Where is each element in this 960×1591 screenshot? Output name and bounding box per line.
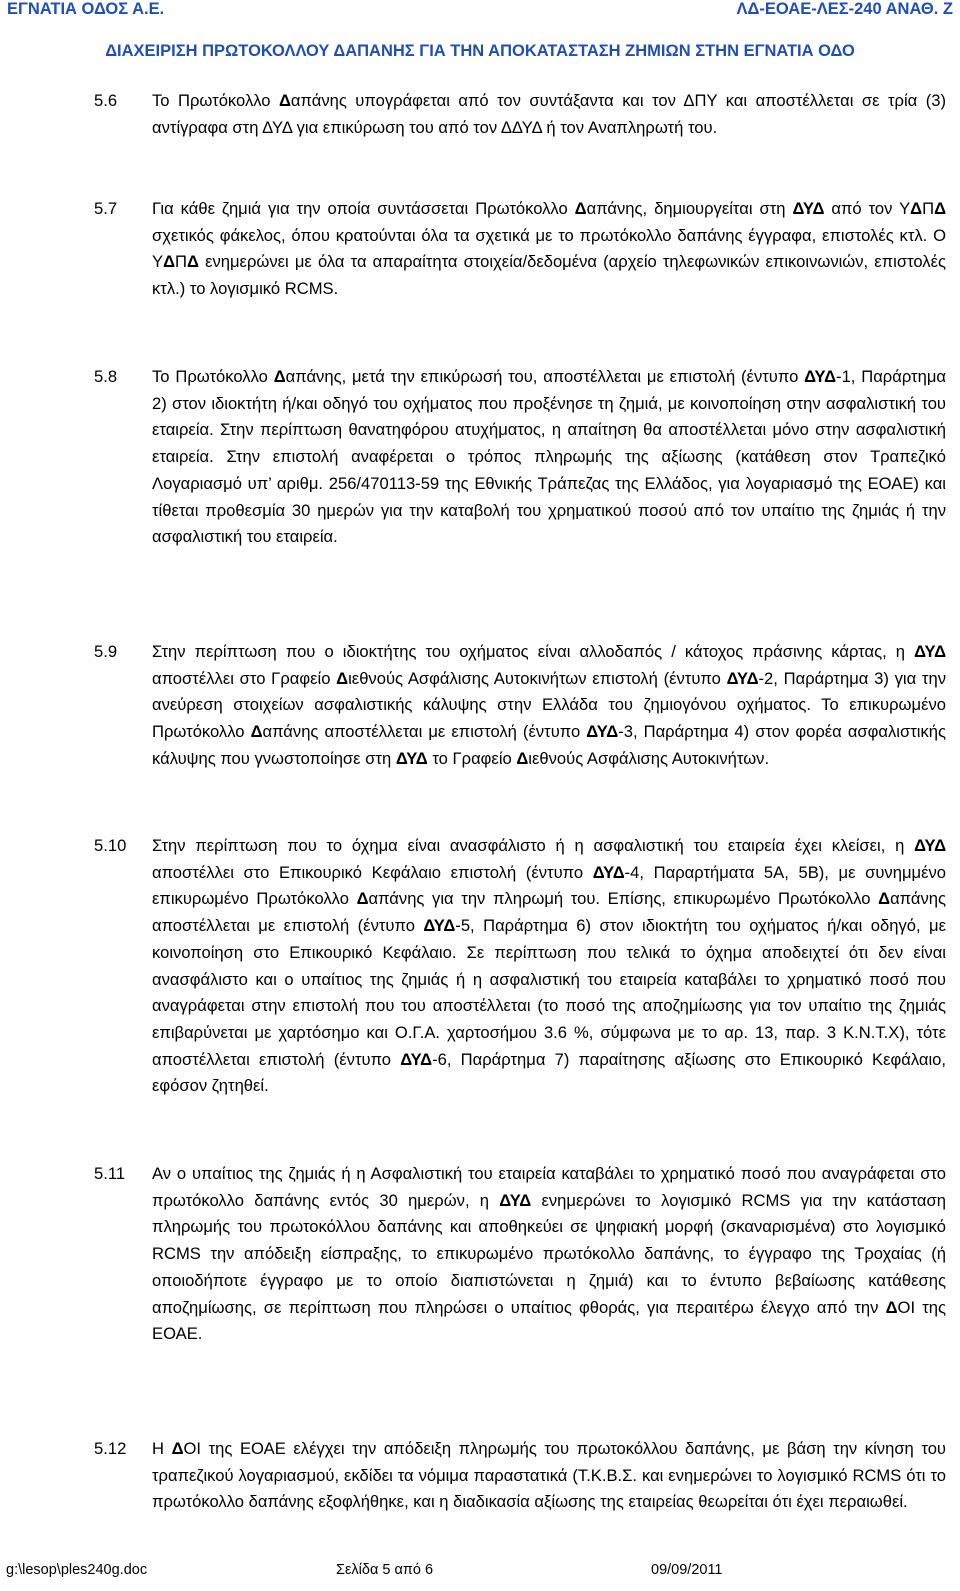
bold-text: Δ: [278, 91, 291, 110]
bold-text: Δ: [356, 889, 369, 909]
item-number: 5.6: [94, 91, 118, 110]
company-name: ΕΓΝΑΤΙΑ ΟΔΟΣ Α.Ε.: [7, 0, 165, 18]
bold-text: ΔΥΔ: [395, 748, 428, 768]
section-item: [94, 364, 946, 551]
item-number: 5.10: [94, 836, 127, 855]
body-text: -3, Παράρτημα 4) στον φορέα ασφαλιστικής κάλυψης που γνωστοποίησε στη: [152, 722, 946, 768]
bold-text: Δ: [574, 199, 587, 218]
bold-text: Δ: [934, 199, 947, 218]
bold-text: ΔΥΔ: [499, 1190, 532, 1210]
bold-text: ΔΥΔ: [586, 722, 619, 742]
body-text: Το Πρωτόκολλο: [152, 367, 274, 386]
body-text: απάνης αποστέλλεται με επιστολή (έντυπο: [262, 722, 587, 742]
bold-text: ΔΥΔ: [914, 836, 946, 855]
body-text: Π: [922, 199, 935, 218]
body-text: σχετικός φάκελος, όπου κρατούνται όλα τα σχετικά με το πρωτόκολλο δαπάνης έγγραφα, επιστολές κτλ. Ο Υ: [152, 225, 946, 272]
body-text: ενημερώνει το λογισμικό RCMS για την κατάσταση πληρωμής του πρωτοκόλλου δαπάνης και αποθηκεύει σε ψηφιακή μορφή (σκαναρισμένα) στο λογισμικό RCMS την απόδειξη είσπραξης, το επικυρωμένο πρωτόκολλο δαπάνης, το έγγραφο της Τροχαίας (ή οποιοδήποτε έγγραφο με το οποίο διαπιστώνεται η ζημιά) και το έντυπο βεβαίωσης κατάθεσης αποζημίωσης, σε περίπτωση που πληρώσει ο υπαίτιος φθοράς, για περαιτέρω έλεγχο από την: [152, 1190, 946, 1317]
body-text: αποστέλλει στο Γραφείο: [152, 668, 337, 688]
bold-text: Δ: [171, 1439, 184, 1458]
item-number: 5.8: [94, 367, 118, 386]
bold-text: Δ: [885, 1297, 898, 1317]
bold-text: ΔΥΔ: [726, 668, 759, 688]
item-text: [152, 639, 946, 773]
item-text: [152, 1161, 946, 1348]
body-text: Αν ο υπαίτιος της ζημιάς ή η Ασφαλιστική του εταιρεία καταβάλει το χρηματικό ποσό που αναγράφεται στο πρωτόκολλο δαπάνης εντός 30 ημερών, η: [152, 1164, 946, 1210]
section-item: [94, 88, 946, 141]
page-footer: [6, 1562, 956, 1584]
bold-text: ΔΥΔ: [423, 916, 456, 936]
bold-text: Δ: [336, 668, 349, 688]
bold-text: ΔΥΔ: [792, 199, 825, 218]
body-text: -1, Παράρτημα 2) στον ιδιοκτήτη ή/και οδηγό του οχήματος που προξένησε τη ζημιά, με κοινοποίηση στην ασφαλιστική του εταιρεία. Στην περίπτωση θανατηφόρου ατυχήματος, η απαίτηση θα αποστέλλεται μόνο στην ασφαλιστική εταιρεία. Στην επιστολή αναφέρεται ο τρόπος πληρωμής της αξίωσης (κατάθεση στον Τραπεζικό Λογαριασμό υπ’ αριθμ. 256/470113-59 της Εθνικής Τράπεζας της Ελλάδος, για λογαριασμό της ΕΟΑΕ) και τίθεται προθεσμία 30 ημερών για την καταβολή του χρηματικού ποσού από τον υπαίτιο της ζημιάς ή την ασφαλιστική του εταιρεία.: [152, 367, 946, 547]
bold-text: Δ: [273, 367, 286, 386]
body-text: ΟΙ της ΕΟΑΕ.: [152, 1297, 946, 1344]
body-text: απάνης, δημιουργείται στη: [586, 199, 793, 218]
document-code: ΛΔ-ΕΟΑΕ-ΛΕΣ-240 ΑΝΑΘ. Ζ: [736, 0, 953, 18]
document-date: 09/09/2011: [651, 1562, 723, 1578]
item-text: [152, 833, 946, 1100]
body-text: ενημερώνει με όλα τα απαραίτητα στοιχεία/δεδομένα (αρχείο τηλεφωνικών επικοινωνιών, επιστολές κτλ.) το λογισμικό RCMS.: [152, 252, 946, 299]
bold-text: Δ: [163, 252, 176, 272]
item-number: 5.9: [94, 642, 118, 661]
body-text: -2, Παράρτημα 3) για την ανεύρεση στοιχείων ασφαλιστικής κάλυψης στην Ελλάδα του ζημιογόνου οχήματος. Το επικυρωμένο Πρωτόκολλο: [152, 668, 947, 742]
section-item: [94, 639, 946, 773]
body-text: απάνης υπογράφεται από τον συντάξαντα και τον ΔΠΥ και αποστέλλεται σε τρία (3) αντίγραφα στη ΔΥΔ για επικύρωση του από τον ΔΔΥΔ ή τον Αναπληρωτή του.: [152, 91, 946, 137]
item-text: [152, 88, 946, 141]
item-text: [152, 1436, 946, 1516]
bold-text: ΔΥΔ: [400, 1049, 433, 1069]
body-text: Για κάθε ζημιά για την οποία συντάσσεται Πρωτόκολλο: [152, 199, 575, 218]
section-item: [94, 1436, 946, 1516]
body-text: Η: [152, 1439, 172, 1458]
body-text: απάνης για την πληρωμή του. Επίσης, επικυρωμένο Πρωτόκολλο: [368, 889, 879, 909]
body-text: -4, Παραρτήματα 5Α, 5Β), με συνημμένο επικυρωμένο Πρωτόκολλο: [152, 862, 947, 909]
item-number: 5.12: [94, 1439, 127, 1458]
section-item: [94, 833, 946, 1100]
body-text: το Γραφείο: [427, 748, 517, 768]
section-item: [94, 196, 946, 303]
body-text: αποστέλλει στο Επικουρικό Κεφάλαιο επιστολή (έντυπο: [152, 862, 593, 882]
body-text: Στην περίπτωση που ο ιδιοκτήτης του οχήματος είναι αλλοδαπός / κάτοχος πράσινης κάρτας, η: [152, 642, 915, 661]
body-text: Π: [175, 252, 187, 272]
bold-text: Δ: [878, 889, 891, 909]
body-text: από τον Υ: [824, 199, 911, 218]
body-text: απάνης, μετά την επικύρωσή του, αποστέλλεται με επιστολή (έντυπο: [285, 367, 805, 386]
bold-text: ΔΥΔ: [914, 642, 946, 661]
body-text: ιεθνούς Ασφάλισης Αυτοκινήτων.: [528, 748, 770, 768]
bold-text: ΔΥΔ: [804, 367, 837, 386]
document-subtitle: ΔΙΑΧΕΙΡΙΣΗ ΠΡΩΤΟΚΟΛΛΟΥ ΔΑΠΑΝΗΣ ΓΙΑ ΤΗΝ ΑΠΟΚΑΤΑΣΤΑΣΗ ΖΗΜΙΩΝ ΣΤΗΝ ΕΓΝΑΤΙΑ ΟΔΟ: [105, 42, 855, 60]
bold-text: Δ: [910, 199, 923, 218]
bold-text: Δ: [187, 252, 199, 272]
item-text: [152, 196, 946, 303]
bold-text: Δ: [516, 748, 529, 768]
body-text: Στην περίπτωση που το όχημα είναι ανασφάλιστο ή η ασφαλιστική του εταιρεία έχει κλείσει, η: [152, 836, 915, 855]
bold-text: ΔΥΔ: [592, 862, 625, 882]
bold-text: Δ: [250, 722, 263, 742]
body-text: απάνης αποστέλλεται με επιστολή (έντυπο: [152, 889, 946, 936]
section-item: [94, 1161, 946, 1348]
body-text: ΟΙ της ΕΟΑΕ ελέγχει την απόδειξη πληρωμής του πρωτοκόλλου δαπάνης, με βάση την κίνηση του τραπεζικού λογαριασμού, εκδίδει τα νόμιμα παραστατικά (Τ.Κ.Β.Σ. και ενημερώνει το λογισμικό RCMS ότι το πρωτόκολλο δαπάνης εξοφλήθηκε, και η διαδικασία αξίωσης της εταιρείας θεωρείται ότι έχει περαιωθεί.: [152, 1439, 946, 1512]
body-text: ιεθνούς Ασφάλισης Αυτοκινήτων επιστολή (έντυπο: [348, 668, 727, 688]
page-header: [7, 0, 953, 24]
item-number: 5.11: [94, 1164, 126, 1183]
item-number: 5.7: [94, 199, 118, 218]
body-text: -5, Παράρτημα 6) στον ιδιοκτήτη του οχήματος ή/και οδηγό, με κοινοποίηση στο Επικουρικό Κεφάλαιο. Σε περίπτωση που τελικά το όχημα αποδειχτεί ότι δεν είναι ανασφάλιστο και ο υπαίτιος της ζημιάς ή η ασφαλιστική του εταιρεία καταβάλει το χρηματικό ποσό που αναγράφεται στην επιστολή που του αποστέλλεται (το ποσό της αποζημίωσης για τον υπαίτιο της ζημιάς επιβαρύνεται με χαρτόσημο και Ο.Γ.Α. χαρτοσήμου 3.6 %, σύμφωνα με το αρ. 13, παρ. 3 Κ.Ν.Τ.Χ), τότε αποστέλλεται επιστολή (έντυπο: [152, 916, 947, 1069]
file-path: g:\lesop\ples240g.doc: [6, 1562, 148, 1578]
body-text: Το Πρωτόκολλο: [152, 91, 279, 110]
item-text: [152, 364, 946, 551]
page-number: Σελίδα 5 από 6: [336, 1562, 434, 1578]
body-text: -6, Παράρτημα 7) παραίτησης αξίωσης στο Επικουρικό Κεφάλαιο, εφόσον ζητηθεί.: [152, 1049, 946, 1096]
